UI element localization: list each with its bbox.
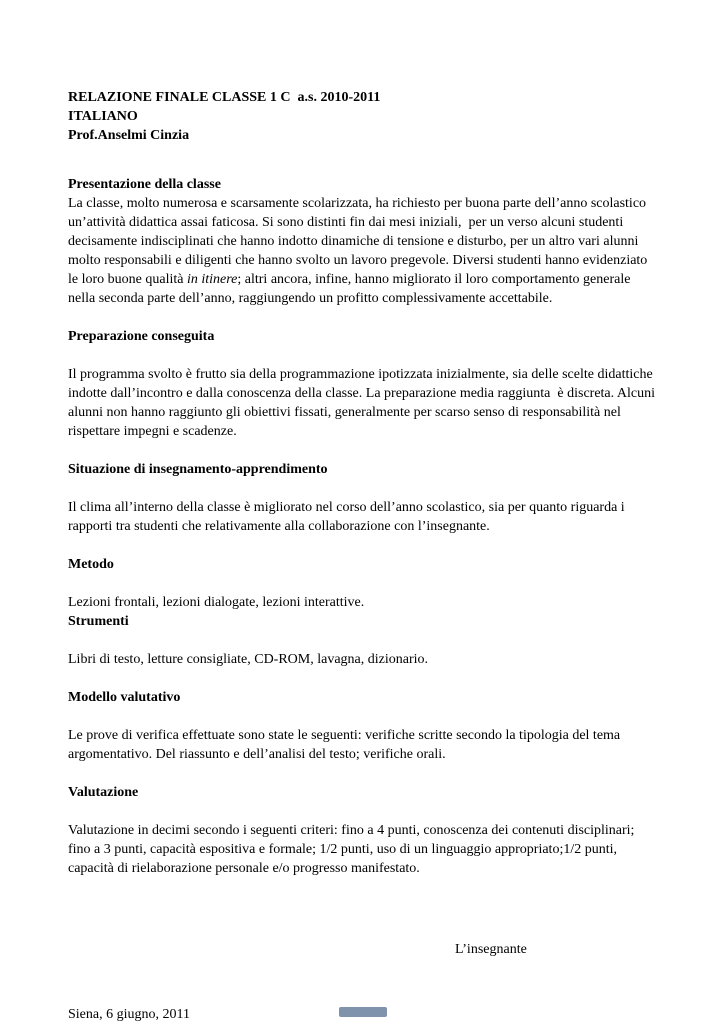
section-heading-presentazione: Presentazione della classe [68,177,221,192]
place-date-line: Siena, 6 giugno, 2011 [68,1007,190,1022]
section-body-presentazione [68,194,658,308]
document-teacher: Prof.Anselmi Cinzia [68,128,190,143]
body-text-italic: in itinere [186,272,238,287]
section-body-preparazione: Il programma svolto è frutto sia della programmazione ipotizzata inizialmente, sia delle scelte didattiche indotte dall’incontro e dalla conoscenza della classe. La preparazione media raggiunta è discreta. Alcuni alunni non hanno raggiunto gli obiettivi fissati, generalmente per scarso senso di responsabilità nel rispettare impegni e scadenze. [68,367,659,439]
document-title: RELAZIONE FINALE CLASSE 1 C a.s. 2010-2011 [68,90,381,105]
section-heading-preparazione: Preparazione conseguita [68,329,215,344]
section-heading-modello: Modello valutativo [68,690,181,705]
section-body-modello: Le prove di verifica effettuate sono state le seguenti: verifiche scritte secondo la tipologia del tema argomentativo. Del riassunto e dell’analisi del testo; verifiche orali. [68,728,624,762]
section-body-valutazione: Valutazione in decimi secondo i seguenti criteri: fino a 4 punti, conoscenza dei contenuti disciplinari; fino a 3 punti, capacità espositiva e formale; 1/2 punti, uso di un linguaggio appropriato;1/2 punti, capacità di rielaborazione personale e/o progresso manifestato. [68,823,638,876]
scrollbar-thumb[interactable] [339,1007,387,1017]
body-text: ; altri ancora, infine, hanno migliorato il loro comportamento generale nella seconda parte dell’anno, raggiungendo un profitto complessivamente accettabile. [68,272,634,306]
section-heading-strumenti: Strumenti [68,614,129,629]
document-subject: ITALIANO [68,109,138,124]
section-heading-metodo: Metodo [68,557,114,572]
signature-line: L’insegnante [455,942,527,957]
section-body-situazione: Il clima all’interno della classe è migliorato nel corso dell’anno scolastico, sia per quanto riguarda i rapporti tra studenti che relativamente alla collaborazione con l’insegnante. [68,500,629,534]
section-heading-valutazione: Valutazione [68,785,139,800]
section-body-strumenti: Libri di testo, letture consigliate, CD-ROM, lavagna, dizionario. [68,652,429,667]
section-body-metodo: Lezioni frontali, lezioni dialogate, lezioni interattive. [68,595,365,610]
document-header [68,88,658,145]
document-content [68,88,658,1024]
body-text: La classe, molto numerosa e scarsamente scolarizzata, ha richiesto per buona parte dell’anno scolastico un’attività didattica assai faticosa. Si sono distinti fin dai mesi iniziali, per un verso alcuni studenti decisamente indisciplinati che hanno indotto dinamiche di tensione e disturbo, per un altro vari alunni molto responsabili e diligenti che hanno svolto un lavoro pregevole. Diversi studenti hanno evidenziato le loro buone qualità [68,196,651,287]
section-heading-situazione: Situazione di insegnamento-apprendimento [68,462,328,477]
